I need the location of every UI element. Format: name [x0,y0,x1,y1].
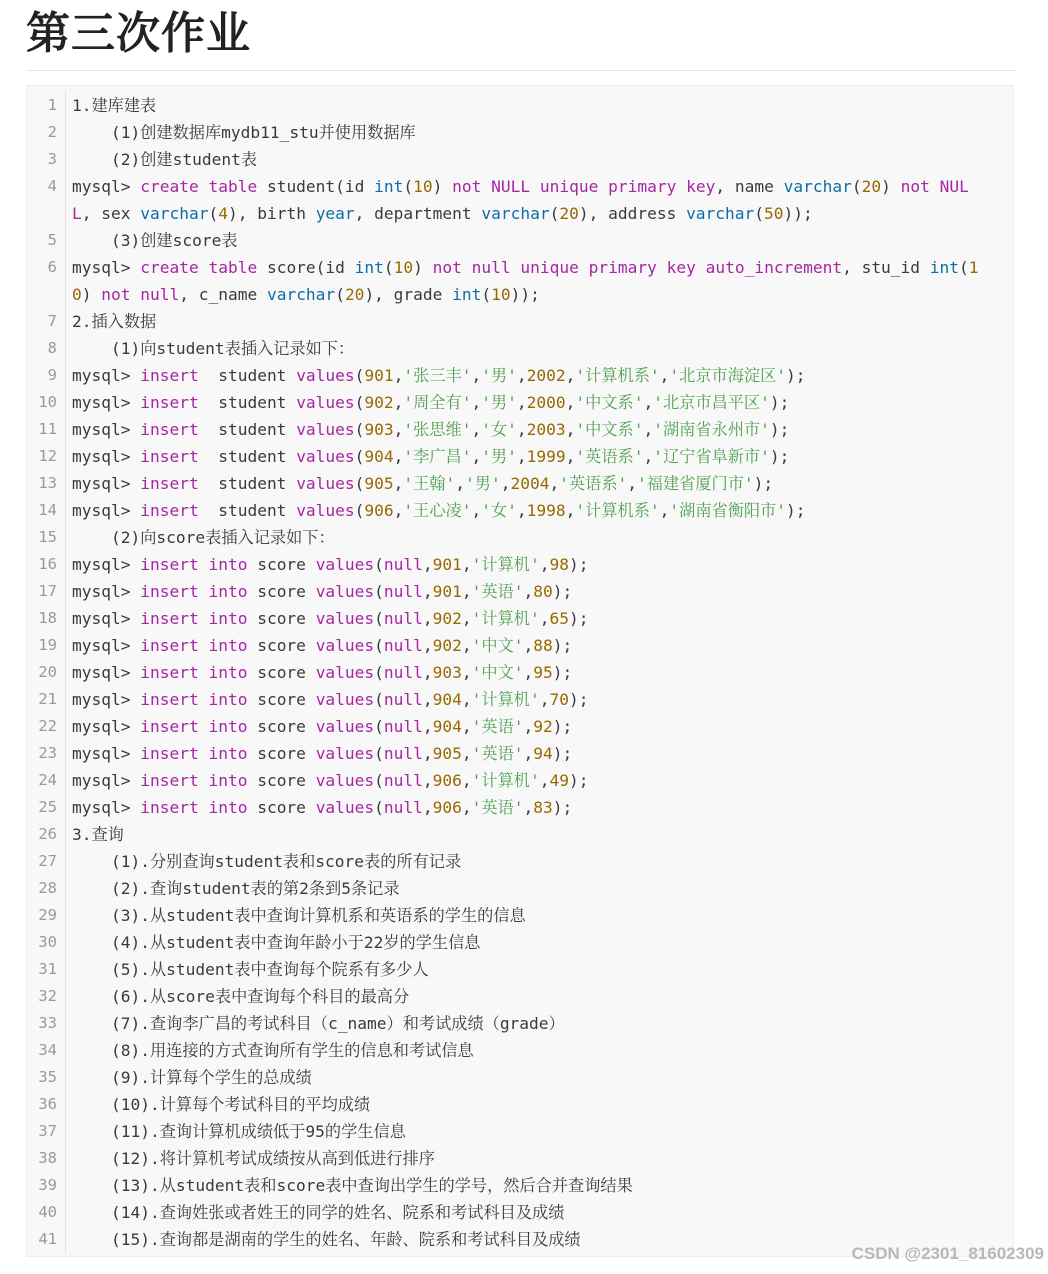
line-text: (8).用连接的方式查询所有学生的信息和考试信息 [72,1041,474,1060]
title-divider [26,70,1016,71]
line-number: 7 [47,312,57,330]
page-title: 第三次作业 [26,8,251,59]
line-text: mysql> insert into score values(null,901,'计算机',98); [72,555,589,574]
line-text: (13).从student表和score表中查询出学生的学号，然后合并查询结果 [72,1176,633,1195]
line-text: (1)创建数据库mydb11_stu并使用数据库 [72,123,416,142]
line-number: 38 [38,1149,57,1167]
line-text: mysql> insert into score values(null,902,'中文',88); [72,636,573,655]
code-line [27,416,1013,443]
line-number: 3 [47,150,57,168]
code-line [27,227,1013,254]
line-number: 1 [47,96,57,114]
line-number: 40 [38,1203,57,1221]
code-line [27,524,1013,551]
line-number: 11 [38,420,57,438]
line-number: 15 [38,528,57,546]
code-lines [27,92,1013,1253]
line-number: 35 [38,1068,57,1086]
code-line [27,254,1013,308]
line-number: 19 [38,636,57,654]
line-number: 22 [38,717,57,735]
line-number: 9 [47,366,57,384]
line-number: 39 [38,1176,57,1194]
code-line [27,173,1013,227]
line-number: 26 [38,825,57,843]
line-text: (2).查询student表的第2条到5条记录 [72,879,400,898]
line-number: 30 [38,933,57,951]
line-text: 3.查询 [72,825,124,844]
line-text: (10).计算每个考试科目的平均成绩 [72,1095,371,1114]
line-text: (2)创建student表 [72,150,258,169]
line-text: mysql> insert student values(903,'张思维','女',2003,'中文系','湖南省永州市'); [72,420,790,439]
code-line [27,335,1013,362]
line-number: 10 [38,393,57,411]
line-number: 2 [47,123,57,141]
line-text: mysql> insert student values(905,'王翰','男',2004,'英语系','福建省厦门市'); [72,474,774,493]
line-number: 23 [38,744,57,762]
code-line [27,443,1013,470]
line-text: (12).将计算机考试成绩按从高到低进行排序 [72,1149,435,1168]
code-line [27,146,1013,173]
code-line [27,713,1013,740]
line-number: 29 [38,906,57,924]
line-number: 8 [47,339,57,357]
csdn-watermark: CSDN @2301_81602309 [851,1244,1044,1263]
code-line [27,956,1013,983]
line-number: 41 [38,1230,57,1248]
code-line [27,605,1013,632]
line-text: (7).查询李广昌的考试科目（c_name）和考试成绩（grade） [72,1014,565,1033]
line-text: mysql> insert into score values(null,905,'英语',94); [72,744,573,763]
line-number: 27 [38,852,57,870]
code-line [27,740,1013,767]
line-text: mysql> insert into score values(null,901,'英语',80); [72,582,573,601]
line-text: mysql> create table student(id int(10) not NULL unique primary key, name varchar(20) not NULL, sex varchar(4), birth year, department varchar(20), address varchar(50)); [72,177,969,223]
line-text: (3).从student表中查询计算机系和英语系的学生的信息 [72,906,526,925]
line-text: mysql> insert into score values(null,906,'计算机',49); [72,771,589,790]
line-number: 28 [38,879,57,897]
code-line [27,767,1013,794]
code-line [27,389,1013,416]
line-number: 16 [38,555,57,573]
code-line [27,497,1013,524]
code-line [27,1010,1013,1037]
code-line [27,362,1013,389]
line-text: mysql> create table score(id int(10) not null unique primary key auto_increment, stu_id int(10) not null, c_name varchar(20), grade int(10)); [72,258,979,304]
line-text: (5).从student表中查询每个院系有多少人 [72,960,429,979]
code-line [27,1199,1013,1226]
line-number: 31 [38,960,57,978]
line-text: (3)创建score表 [72,231,238,250]
line-number: 20 [38,663,57,681]
code-line [27,659,1013,686]
line-number: 6 [47,258,57,276]
line-text: mysql> insert into score values(null,906,'英语',83); [72,798,573,817]
line-text: (1).分别查询student表和score表的所有记录 [72,852,462,871]
line-number: 13 [38,474,57,492]
line-text: mysql> insert student values(906,'王心凌','女',1998,'计算机系','湖南省衡阳市'); [72,501,806,520]
line-text: 1.建库建表 [72,96,157,115]
line-text: (1)向student表插入记录如下： [72,339,355,358]
code-line [27,119,1013,146]
code-line [27,308,1013,335]
code-line [27,92,1013,119]
code-line [27,929,1013,956]
line-text: (11).查询计算机成绩低于95的学生信息 [72,1122,406,1141]
line-text: mysql> insert into score values(null,904,'英语',92); [72,717,573,736]
line-number: 32 [38,987,57,1005]
line-number: 34 [38,1041,57,1059]
line-number: 25 [38,798,57,816]
code-line [27,794,1013,821]
code-line [27,1118,1013,1145]
line-text: mysql> insert student values(902,'周全有','男',2000,'中文系','北京市昌平区'); [72,393,790,412]
line-number: 17 [38,582,57,600]
line-number: 21 [38,690,57,708]
line-text: (15).查询都是湖南的学生的姓名、年龄、院系和考试科目及成绩 [72,1230,581,1249]
code-line [27,578,1013,605]
line-number: 37 [38,1122,57,1140]
line-number: 12 [38,447,57,465]
code-block [26,85,1014,1257]
code-line [27,1145,1013,1172]
line-number: 24 [38,771,57,789]
line-number: 18 [38,609,57,627]
code-line [27,551,1013,578]
line-text: (6).从score表中查询每个科目的最高分 [72,987,410,1006]
line-number: 4 [47,177,57,195]
line-text: 2.插入数据 [72,312,157,331]
line-text: mysql> insert student values(904,'李广昌','男',1999,'英语系','辽宁省阜新市'); [72,447,790,466]
line-text: (4).从student表中查询年龄小于22岁的学生信息 [72,933,481,952]
line-text: (14).查询姓张或者姓王的同学的姓名、院系和考试科目及成绩 [72,1203,565,1222]
code-line [27,1064,1013,1091]
code-line [27,632,1013,659]
line-text: (9).计算每个学生的总成绩 [72,1068,312,1087]
code-line [27,848,1013,875]
code-line [27,983,1013,1010]
code-line [27,902,1013,929]
line-number: 33 [38,1014,57,1032]
line-number: 36 [38,1095,57,1113]
line-text: (2)向score表插入记录如下： [72,528,335,547]
line-text: mysql> insert into score values(null,903,'中文',95); [72,663,573,682]
code-line [27,1091,1013,1118]
code-line [27,686,1013,713]
code-line [27,1172,1013,1199]
code-line [27,1037,1013,1064]
code-line [27,470,1013,497]
code-line [27,821,1013,848]
line-text: mysql> insert student values(901,'张三丰','男',2002,'计算机系','北京市海淀区'); [72,366,806,385]
line-number: 5 [47,231,57,249]
line-text: mysql> insert into score values(null,904,'计算机',70); [72,690,589,709]
line-text: mysql> insert into score values(null,902,'计算机',65); [72,609,589,628]
line-number: 14 [38,501,57,519]
code-line [27,875,1013,902]
